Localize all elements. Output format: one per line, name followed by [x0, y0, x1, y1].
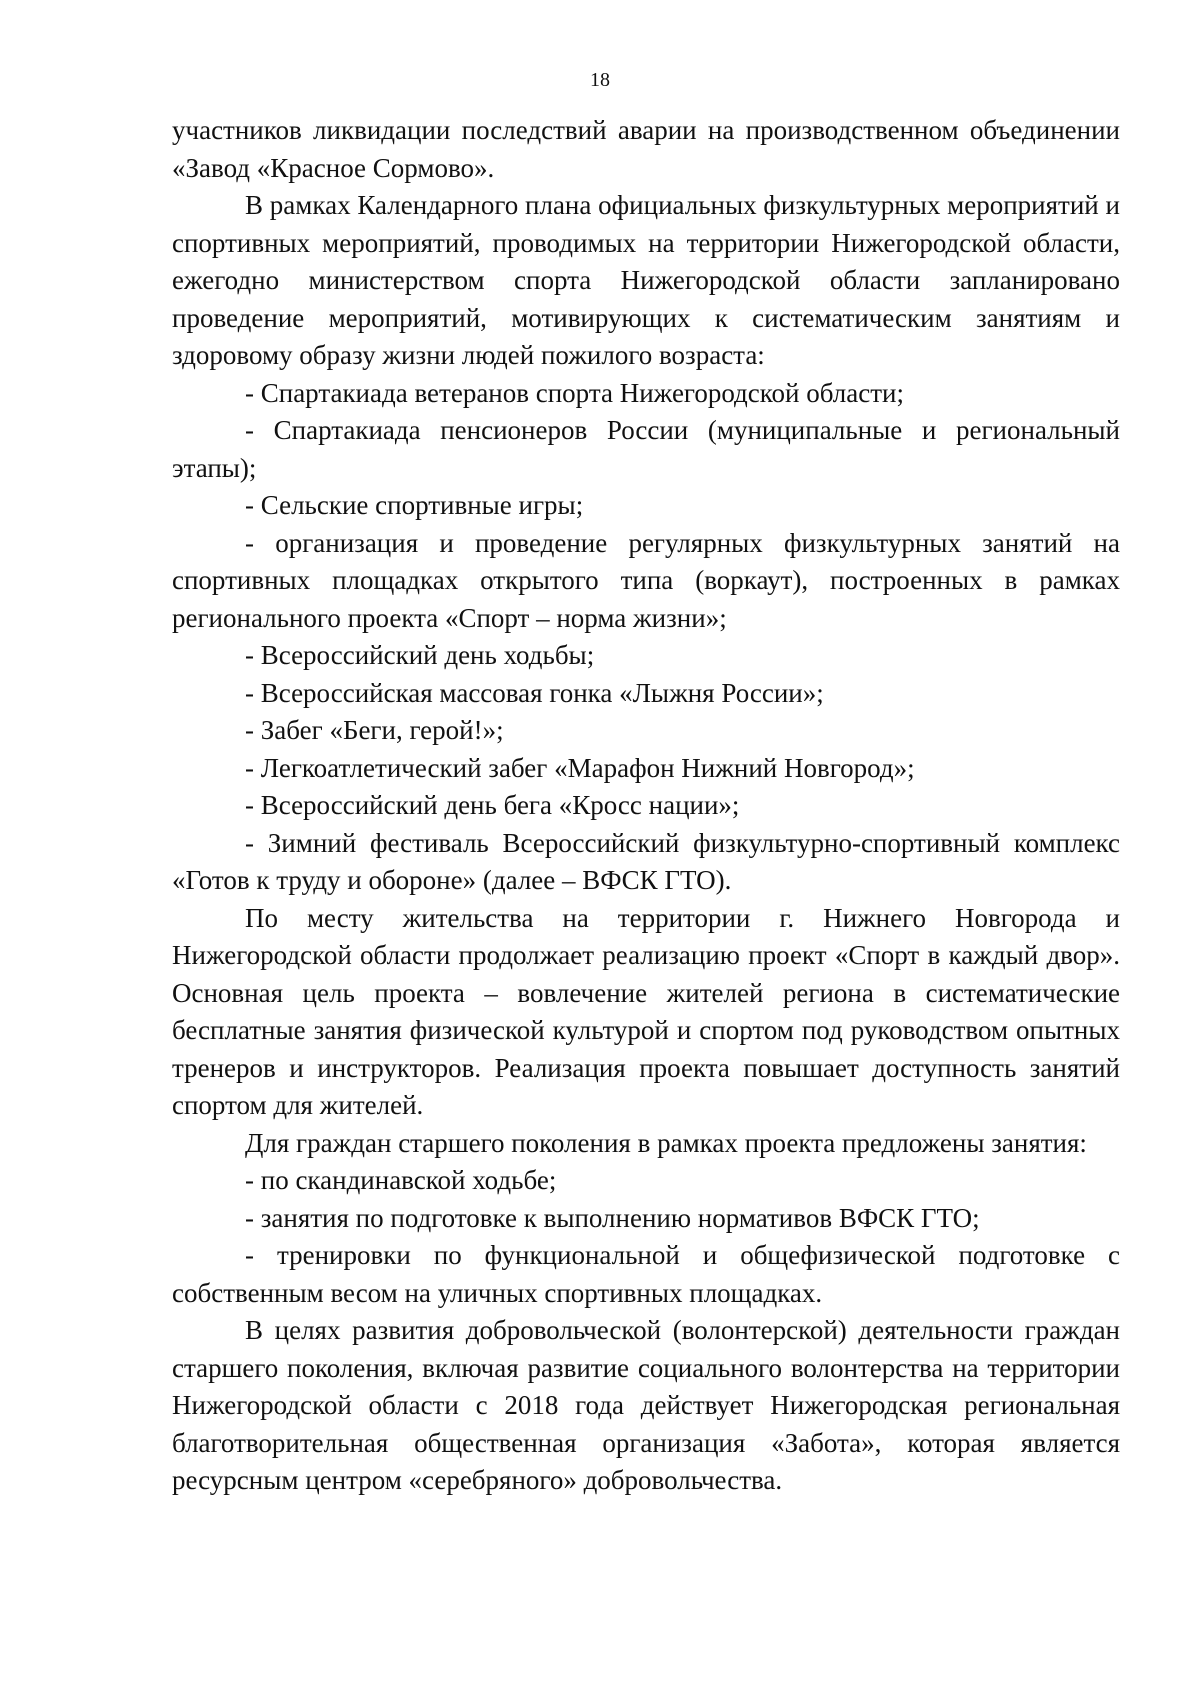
list-item: - занятия по подготовке к выполнению нормативов ВФСК ГТО;	[245, 1202, 980, 1233]
list-item: - Всероссийский день бега «Кросс нации»;	[245, 790, 740, 820]
paragraph-continuation: участников ликвидации последствий аварии на производственном объединении «Завод «Красное Сормово».	[172, 115, 1120, 183]
paragraph-older-generation: Для граждан старшего поколения в рамках проекта предложены занятия:	[245, 1127, 1087, 1158]
document-body	[172, 112, 1120, 1500]
list-item: - тренировки по функциональной и общефизической подготовке с собственным весом на уличных спортивных площадках.	[172, 1240, 1120, 1308]
list-item: - Спартакиада ветеранов спорта Нижегородской области;	[245, 377, 904, 408]
paragraph-volunteering: В целях развития добровольческой (волонтерской) деятельности граждан старшего поколения, включая развитие социального волонтерства на территории Нижегородской области с 2018 года действует Нижегородская региональная благотворительная общественная организация «Забота», которая является ресурсным центром «серебряного» добровольчества.	[172, 1315, 1120, 1495]
list-item: - по скандинавской ходьбе;	[245, 1165, 557, 1195]
list-item: - организация и проведение регулярных физкультурных занятий на спортивных площадках открытого типа (воркаут), построенных в рамках регионального проекта «Спорт – норма жизни»;	[172, 527, 1120, 633]
paragraph-calendar-plan: В рамках Календарного плана официальных физкультурных мероприятий и спортивных мероприятий, проводимых на территории Нижегородской области, ежегодно министерством спорта Нижегородской области запланировано проведение мероприятий, мотивирующих к систематическим занятиям и здоровому образу жизни людей пожилого возраста:	[172, 190, 1120, 370]
list-item: - Легкоатлетический забег «Марафон Нижний Новгород»;	[245, 752, 915, 783]
list-item: - Сельские спортивные игры;	[245, 490, 584, 520]
paragraph-sport-every-yard: По месту жительства на территории г. Нижнего Новгорода и Нижегородской области продолжает реализацию проект «Спорт в каждый двор». Основная цель проекта – вовлечение жителей региона в систематические бесплатные занятия физической культурой и спортом под руководством опытных тренеров и инструкторов. Реализация проекта повышает доступность занятий спортом для жителей.	[172, 902, 1120, 1120]
list-item: - Забег «Беги, герой!»;	[245, 715, 504, 745]
list-item: - Всероссийская массовая гонка «Лыжня России»;	[245, 677, 824, 708]
page-number: 18	[590, 69, 610, 91]
list-item: - Всероссийский день ходьбы;	[245, 640, 595, 670]
list-item: - Спартакиада пенсионеров России (муниципальные и региональный этапы);	[172, 415, 1120, 483]
list-item: - Зимний фестиваль Всероссийский физкультурно-спортивный комплекс «Готов к труду и обороне» (далее – ВФСК ГТО).	[172, 827, 1120, 895]
